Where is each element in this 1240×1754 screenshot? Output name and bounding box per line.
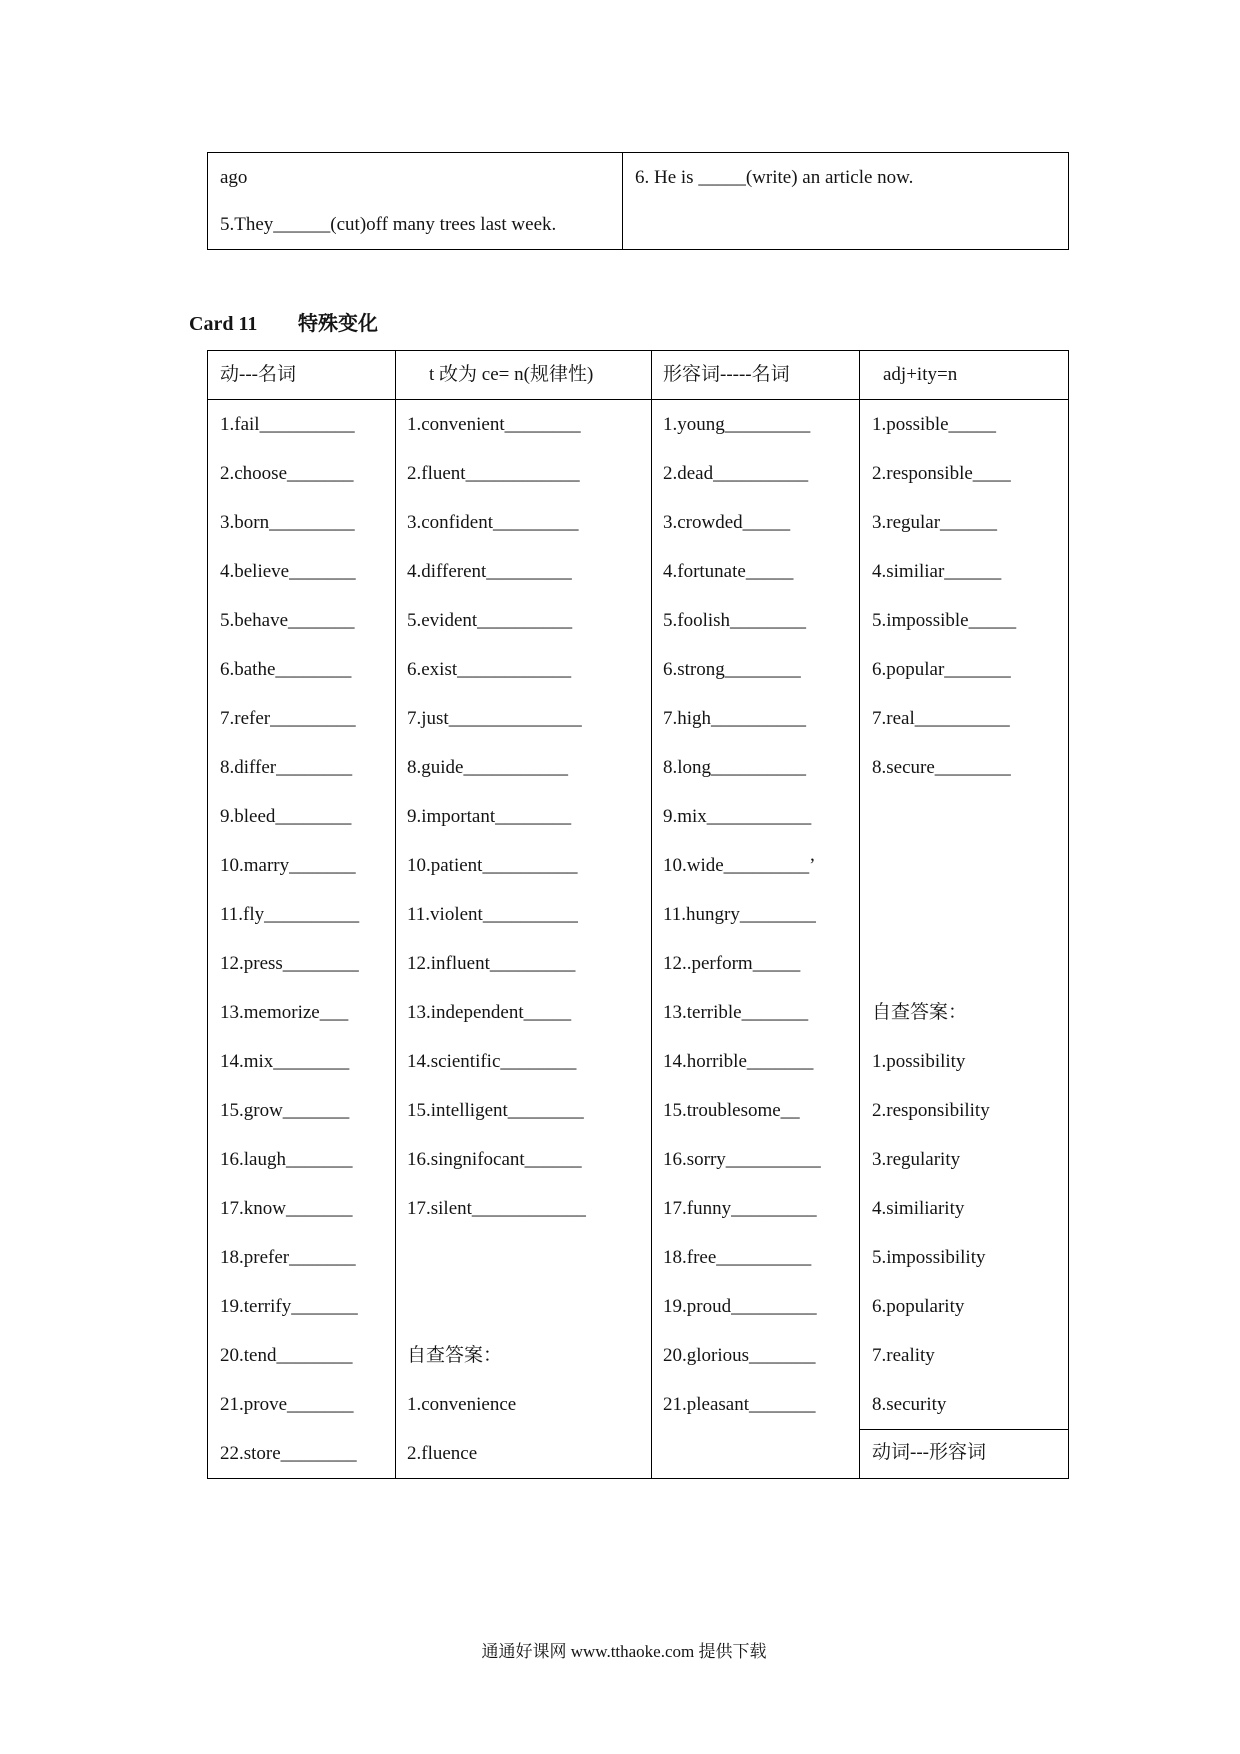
word-cell: 3.crowded_____	[663, 512, 791, 533]
word-cell: 6.popularity	[872, 1296, 965, 1317]
header-adjective-to-noun: 形容词-----名词	[652, 351, 860, 399]
empty-cell	[860, 939, 1068, 988]
header-verb-to-noun: 动---名词	[208, 351, 396, 399]
word-cell: 7.reality	[872, 1345, 935, 1366]
empty-cell	[652, 1429, 859, 1478]
word-cell: 1.young_________	[663, 414, 811, 435]
word-cell: 4.believe_______	[220, 561, 356, 582]
word-cell: 3.born_________	[220, 512, 355, 533]
word-cell: 10.marry_______	[220, 855, 356, 876]
word-cell: 3.regularity	[872, 1149, 961, 1170]
empty-cell	[860, 792, 1068, 841]
section-heading-verb-to-adjective: 动词---形容词	[860, 1429, 1068, 1478]
page-footer: 通通好课网 www.tthaoke.com 提供下载	[481, 1642, 767, 1661]
word-cell: 15.intelligent________	[407, 1100, 584, 1121]
word-cell: 7.real__________	[872, 708, 1010, 729]
word-cell: 17.know_______	[220, 1198, 353, 1219]
word-cell: 11.violent__________	[407, 904, 578, 925]
previous-exercise-left-cell	[208, 153, 623, 249]
word-cell: 8.security	[872, 1394, 947, 1415]
word-cell: 8.guide___________	[407, 757, 568, 778]
word-cell: 14.scientific________	[407, 1051, 577, 1072]
word-cell: 4.different_________	[407, 561, 572, 582]
word-cell: 6.bathe________	[220, 659, 352, 680]
word-cell: 9.mix___________	[663, 806, 812, 827]
column-adj-ity	[860, 400, 1068, 1478]
exercise-line: ago	[220, 167, 248, 188]
word-cell: 22.store________	[220, 1443, 357, 1464]
word-cell: 12..perform_____	[663, 953, 801, 974]
word-cell: 11.hungry________	[663, 904, 816, 925]
word-cell: 1.possibility	[872, 1051, 966, 1072]
word-cell: 1.convenience	[407, 1394, 517, 1415]
word-cell: 13.terrible_______	[663, 1002, 809, 1023]
word-cell: 20.tend________	[220, 1345, 353, 1366]
word-cell: 19.terrify_______	[220, 1296, 358, 1317]
word-cell: 7.refer_________	[220, 708, 356, 729]
empty-cell	[860, 841, 1068, 890]
word-cell: 2.choose_______	[220, 463, 354, 484]
word-cell: 2.dead__________	[663, 463, 809, 484]
word-cell: 7.just______________	[407, 708, 582, 729]
answer-key-heading: 自查答案：	[407, 1345, 503, 1366]
word-cell: 8.secure________	[872, 757, 1011, 778]
word-cell: 6.exist____________	[407, 659, 572, 680]
column-adjective-to-noun	[652, 400, 860, 1478]
word-cell: 21.pleasant_______	[663, 1394, 816, 1415]
word-cell: 15.grow_______	[220, 1100, 350, 1121]
word-cell: 4.fortunate_____	[663, 561, 794, 582]
empty-cell	[396, 1233, 651, 1282]
empty-cell	[860, 890, 1068, 939]
table-header-row	[208, 351, 1068, 400]
word-cell: 14.mix________	[220, 1051, 350, 1072]
header-adj-ity: adj+ity=n	[883, 364, 958, 385]
word-cell: 1.possible_____	[872, 414, 997, 435]
word-cell: 6.popular_______	[872, 659, 1011, 680]
word-cell: 6.strong________	[663, 659, 801, 680]
word-cell: 20.glorious_______	[663, 1345, 816, 1366]
word-cell: 5.behave_______	[220, 610, 355, 631]
word-cell: 1.fail__________	[220, 414, 355, 435]
word-cell: 10.patient__________	[407, 855, 578, 876]
word-cell: 5.impossible_____	[872, 610, 1017, 631]
word-cell: 2.fluence	[407, 1443, 478, 1464]
word-cell: 21.prove_______	[220, 1394, 354, 1415]
word-cell: 3.regular______	[872, 512, 998, 533]
word-cell: 9.bleed________	[220, 806, 352, 827]
word-cell: 5.impossibility	[872, 1247, 986, 1268]
word-cell: 8.differ________	[220, 757, 353, 778]
exercise-line: 6. He is _____(write) an article now.	[635, 167, 914, 188]
card-title: 特殊变化	[298, 313, 378, 335]
word-cell: 2.responsibility	[872, 1100, 990, 1121]
word-cell: 5.evident__________	[407, 610, 573, 631]
word-cell: 4.similiar______	[872, 561, 1002, 582]
table-body	[208, 400, 1068, 1478]
word-cell: 2.responsible____	[872, 463, 1011, 484]
word-cell: 11.fly__________	[220, 904, 360, 925]
word-cell: 2.fluent____________	[407, 463, 580, 484]
word-cell: 5.foolish________	[663, 610, 807, 631]
word-cell: 19.proud_________	[663, 1296, 817, 1317]
previous-exercise-right-cell	[623, 153, 1068, 249]
word-cell: 9.important________	[407, 806, 572, 827]
word-cell: 3.confident_________	[407, 512, 579, 533]
word-cell: 16.laugh_______	[220, 1149, 353, 1170]
answer-key-heading: 自查答案：	[872, 1002, 968, 1023]
word-transformation-table	[207, 350, 1069, 1479]
column-t-to-ce	[396, 400, 652, 1478]
word-cell: 8.long__________	[663, 757, 807, 778]
column-verb-to-noun	[208, 400, 396, 1478]
word-cell: 12.press________	[220, 953, 359, 974]
word-cell: 17.funny_________	[663, 1198, 817, 1219]
word-cell: 16.sorry__________	[663, 1149, 821, 1170]
word-cell: 4.similiarity	[872, 1198, 965, 1219]
header-t-to-ce: t 改为 ce= n(规律性)	[396, 351, 652, 399]
previous-exercise-table	[207, 152, 1069, 250]
exercise-line: 5.They______(cut)off many trees last week.	[220, 214, 557, 235]
empty-cell	[396, 1282, 651, 1331]
word-cell: 18.free__________	[663, 1247, 812, 1268]
word-cell: 18.prefer_______	[220, 1247, 356, 1268]
word-cell: 14.horrible_______	[663, 1051, 814, 1072]
word-cell: 13.independent_____	[407, 1002, 572, 1023]
card-number: Card 11	[189, 313, 258, 335]
word-cell: 15.troublesome__	[663, 1100, 800, 1121]
word-cell: 16.singnifocant______	[407, 1149, 582, 1170]
word-cell: 17.silent____________	[407, 1198, 586, 1219]
word-cell: 1.convenient________	[407, 414, 581, 435]
word-cell: 7.high__________	[663, 708, 807, 729]
word-cell: 10.wide_________’	[663, 855, 816, 876]
word-cell: 13.memorize___	[220, 1002, 349, 1023]
word-cell: 12.influent_________	[407, 953, 576, 974]
